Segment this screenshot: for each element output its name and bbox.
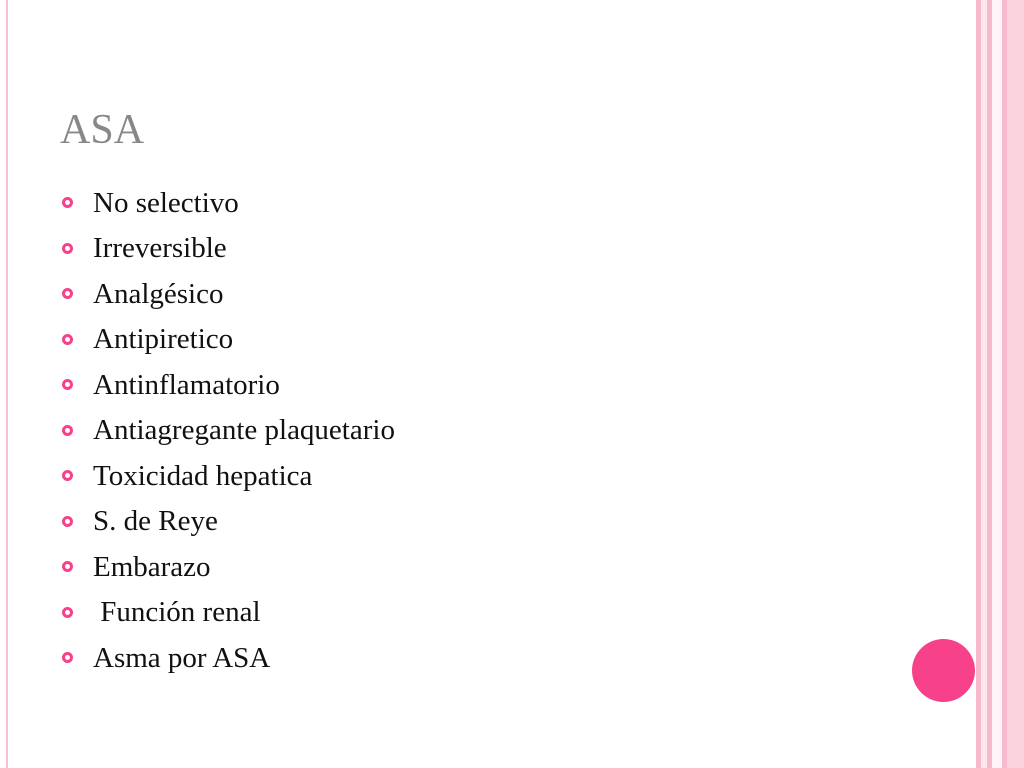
circle-dot-icon: [912, 639, 975, 702]
ring-bullet-icon: [62, 652, 73, 663]
ring-bullet-icon: [62, 516, 73, 527]
list-item: [62, 317, 395, 363]
ring-bullet-icon: [62, 197, 73, 208]
ring-bullet-icon: [62, 425, 73, 436]
slide-title: ASA: [60, 107, 145, 153]
bullet-text: Antinflamatorio: [93, 368, 280, 401]
bullet-text: Embarazo: [93, 550, 211, 583]
right-border-stripe: [992, 0, 1002, 768]
ring-bullet-icon: [62, 561, 73, 572]
ring-bullet-icon: [62, 334, 73, 345]
right-border-stripe: [1007, 0, 1024, 768]
list-item: [62, 635, 395, 681]
bullet-text: No selectivo: [93, 186, 239, 219]
bullet-text: Toxicidad hepatica: [93, 459, 313, 492]
ring-bullet-icon: [62, 379, 73, 390]
ring-bullet-icon: [62, 470, 73, 481]
list-item: [62, 590, 395, 636]
bullet-text: Irreversible: [93, 232, 227, 265]
bullet-text: Analgésico: [93, 277, 224, 310]
list-item: [62, 544, 395, 590]
bullet-text: Asma por ASA: [93, 641, 271, 674]
bullet-text: Antiagregante plaquetario: [93, 414, 395, 447]
ring-bullet-icon: [62, 288, 73, 299]
list-item: [62, 499, 395, 545]
bullet-text: Antipiretico: [93, 323, 234, 356]
list-item: [62, 453, 395, 499]
bullet-list: [62, 180, 395, 681]
ring-bullet-icon: [62, 607, 73, 618]
list-item: [62, 271, 395, 317]
list-item: [62, 362, 395, 408]
list-item: [62, 226, 395, 272]
bullet-text: Función renal: [93, 596, 261, 629]
list-item: [62, 408, 395, 454]
left-border-line: [6, 0, 8, 768]
bullet-text: S. de Reye: [93, 505, 218, 538]
ring-bullet-icon: [62, 243, 73, 254]
list-item: [62, 180, 395, 226]
